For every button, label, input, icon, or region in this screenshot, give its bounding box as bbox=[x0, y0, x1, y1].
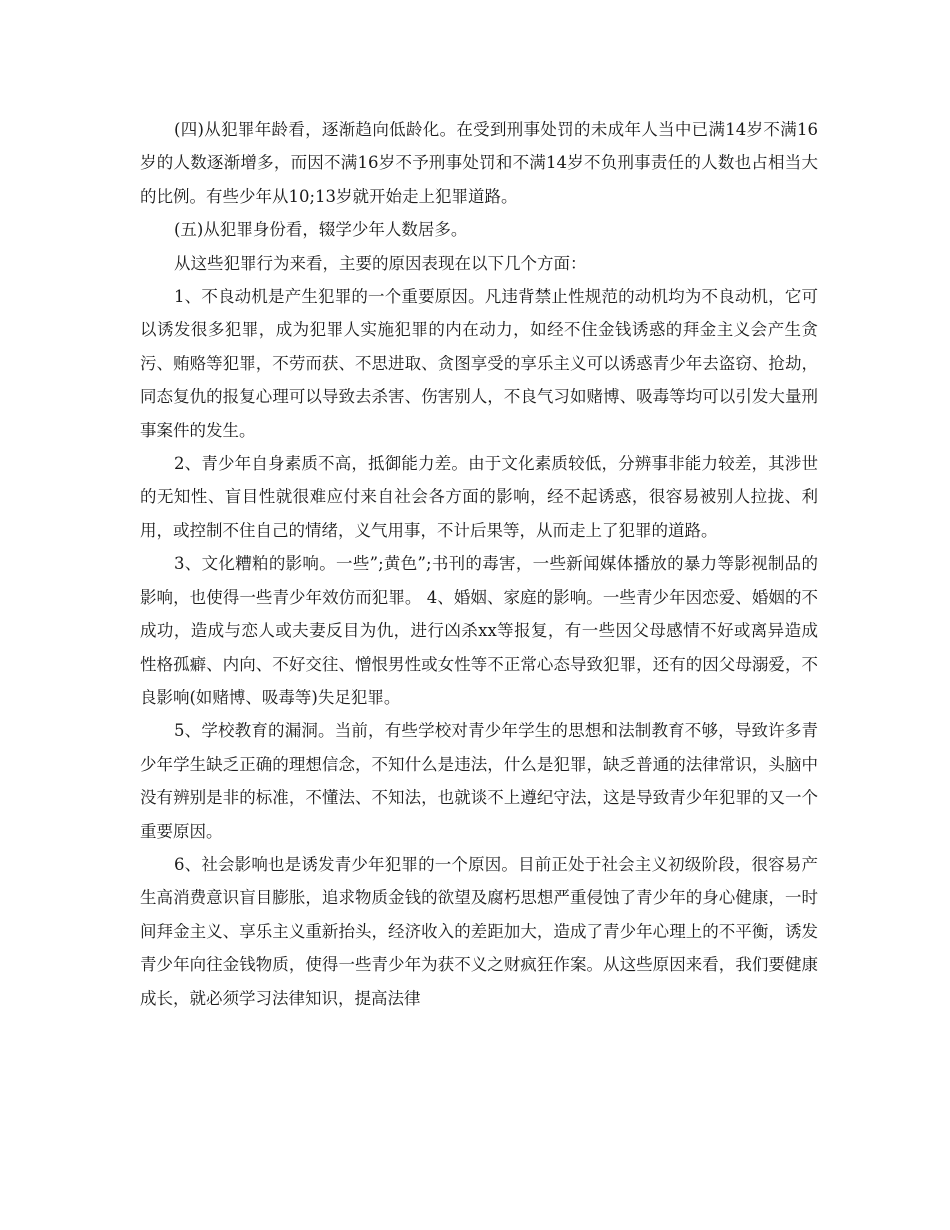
document-body bbox=[140, 113, 818, 1015]
paragraph-causes-intro: 从这些犯罪行为来看，主要的原因表现在以下几个方面： bbox=[174, 253, 587, 273]
paragraph-age-trend: (四)从犯罪年龄看，逐渐趋向低龄化。在受到刑事处罚的未成年人当中已满14岁不满16岁的人数逐渐增多，而因不满16岁不予刑事处罚和不满14岁不负刑事责任的人数也占相当大的比例。有些少年从10;13岁就开始走上犯罪道路。 bbox=[140, 120, 818, 206]
paragraph-identity-trend: (五)从犯罪身份看，辍学少年人数居多。 bbox=[174, 220, 468, 240]
paragraph-cause-culture-family: 3、文化糟粕的影响。一些”;黄色”;书刊的毒害，一些新闻媒体播放的暴力等影视制品的影响，也使得一些青少年效仿而犯罪。 4、婚姻、家庭的影响。一些青少年因恋爱、婚姻的不成功，造成与恋人或夫妻反目为仇，进行凶杀xx等报复，有一些因父母感情不好或离异造成性格孤癖、内向、不好交往、憎恨男性或女性等不正常心态导致犯罪，还有的因父母溺爱，不良影响(如赌博、吸毒等)失足犯罪。 bbox=[140, 554, 818, 707]
paragraph-cause-society: 6、社会影响也是诱发青少年犯罪的一个原因。目前正处于社会主义初级阶段，很容易产生高消费意识盲目膨胀，追求物质金钱的欲望及腐朽思想严重侵蚀了青少年的身心健康，一时间拜金主义、享乐主义重新抬头，经济收入的差距加大，造成了青少年心理上的不平衡，诱发青少年向往金钱物质，使得一些青少年为获不义之财疯狂作案。从这些原因来看，我们要健康成长，就必须学习法律知识，提高法律 bbox=[140, 854, 818, 1008]
paragraph-cause-quality: 2、青少年自身素质不高，抵御能力差。由于文化素质较低，分辨事非能力较差，其涉世的无知性、盲目性就很难应付来自社会各方面的影响，经不起诱惑，很容易被别人拉拢、利用，或控制不住自己的情绪，义气用事，不计后果等，从而走上了犯罪的道路。 bbox=[140, 454, 818, 540]
paragraph-cause-school: 5、学校教育的漏洞。当前，有些学校对青少年学生的思想和法制教育不够，导致许多青少年学生缺乏正确的理想信念，不知什么是违法，什么是犯罪，缺乏普通的法律常识，头脑中没有辨别是非的标准，不懂法、不知法，也就谈不上遵纪守法，这是导致青少年犯罪的又一个重要原因。 bbox=[140, 721, 818, 841]
paragraph-cause-motive: 1、不良动机是产生犯罪的一个重要原因。凡违背禁止性规范的动机均为不良动机，它可以诱发很多犯罪，成为犯罪人实施犯罪的内在动力，如经不住金钱诱惑的拜金主义会产生贪污、贿赂等犯罪，不劳而获、不思进取、贪图享受的享乐主义可以诱惑青少年去盗窃、抢劫，同态复仇的报复心理可以导致去杀害、伤害别人，不良气习如赌博、吸毒等均可以引发大量刑事案件的发生。 bbox=[140, 287, 818, 440]
